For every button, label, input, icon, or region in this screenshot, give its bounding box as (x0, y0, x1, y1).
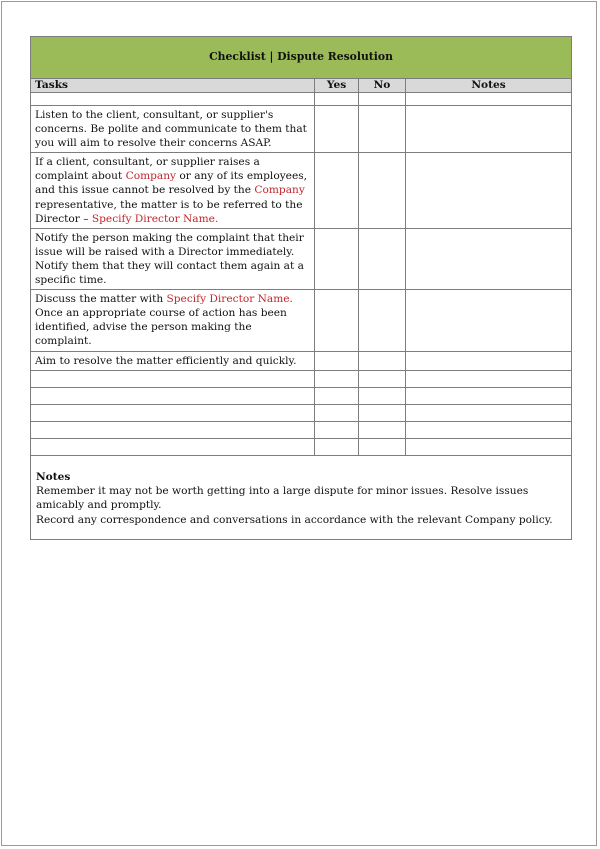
task-text: If a client, consultant, or supplier raises a complaint about Company or any of its employees, and this issue cannot be resolved by the Company representative, the matter is to be referred to the Director – Specify Director Name. (31, 153, 315, 228)
notes-cell[interactable] (406, 387, 572, 404)
no-cell[interactable] (359, 290, 406, 351)
yes-cell[interactable] (315, 290, 359, 351)
task-row (31, 351, 572, 370)
no-cell[interactable] (359, 228, 406, 289)
checklist-table (30, 36, 572, 540)
yes-cell[interactable] (315, 438, 359, 455)
placeholder-company: Company (254, 184, 305, 197)
notes-cell[interactable] (406, 421, 572, 438)
task-text: Discuss the matter with Specify Director Name. Once an appropriate course of action has been identified, advise the person making the complaint. (31, 290, 315, 351)
notes-line: Record any correspondence and conversations in accordance with the relevant Company policy. (36, 513, 553, 526)
empty-row (31, 387, 572, 404)
no-cell[interactable] (359, 153, 406, 228)
yes-cell[interactable] (315, 228, 359, 289)
notes-cell[interactable] (406, 106, 572, 153)
no-cell[interactable] (359, 387, 406, 404)
header-notes: Notes (406, 79, 572, 93)
notes-row (31, 455, 572, 540)
placeholder-company: Company (125, 170, 177, 183)
notes-cell[interactable] (406, 228, 572, 289)
yes-cell[interactable] (315, 153, 359, 228)
notes-cell[interactable] (406, 153, 572, 228)
no-cell[interactable] (359, 370, 406, 387)
empty-row (31, 421, 572, 438)
notes-heading: Notes (36, 470, 71, 483)
no-cell[interactable] (359, 351, 406, 370)
checklist-document (30, 36, 571, 540)
yes-cell[interactable] (315, 421, 359, 438)
header-row (31, 79, 572, 93)
yes-cell[interactable] (315, 370, 359, 387)
task-text: Listen to the client, consultant, or supplier's concerns. Be polite and communicate to them that you will aim to resolve their concerns ASAP. (31, 106, 315, 153)
notes-section (31, 455, 572, 540)
empty-row (31, 370, 572, 387)
task-row (31, 290, 572, 351)
task-text: Notify the person making the complaint that their issue will be raised with a Director immediately. Notify them that they will contact them again at a specific time. (31, 228, 315, 289)
notes-cell[interactable] (406, 404, 572, 421)
notes-cell[interactable] (406, 351, 572, 370)
task-row (31, 228, 572, 289)
empty-row (31, 404, 572, 421)
task-row (31, 106, 572, 153)
placeholder-director-name: Specify Director Name. (166, 293, 293, 306)
empty-row (31, 438, 572, 455)
yes-cell[interactable] (315, 106, 359, 153)
no-cell[interactable] (359, 106, 406, 153)
checklist-title: Checklist | Dispute Resolution (31, 37, 572, 79)
placeholder-director-name: Specify Director Name. (91, 212, 219, 225)
yes-cell[interactable] (315, 93, 359, 106)
yes-cell[interactable] (315, 404, 359, 421)
header-no: No (359, 79, 406, 93)
yes-cell[interactable] (315, 387, 359, 404)
no-cell[interactable] (359, 438, 406, 455)
notes-cell[interactable] (406, 290, 572, 351)
yes-cell[interactable] (315, 351, 359, 370)
notes-cell[interactable] (406, 93, 572, 106)
header-tasks: Tasks (31, 79, 315, 93)
notes-cell[interactable] (406, 370, 572, 387)
notes-line: Remember it may not be worth getting into a large dispute for minor issues. Resolve issues amicably and promptly. (36, 485, 529, 512)
header-yes: Yes (315, 79, 359, 93)
task-text: Aim to resolve the matter efficiently and quickly. (31, 351, 315, 370)
no-cell[interactable] (359, 404, 406, 421)
no-cell[interactable] (359, 421, 406, 438)
blank-row (31, 93, 572, 106)
notes-cell[interactable] (406, 438, 572, 455)
task-row (31, 153, 572, 228)
no-cell[interactable] (359, 93, 406, 106)
